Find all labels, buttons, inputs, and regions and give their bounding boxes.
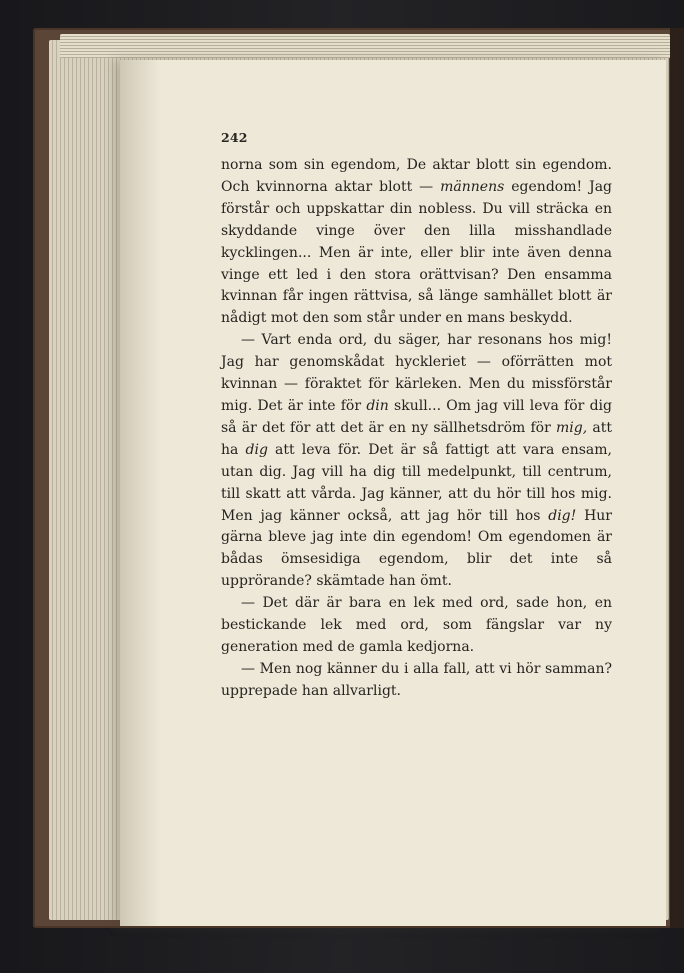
paragraph	[221, 155, 612, 330]
text-run: norna som sin egendom, De aktar blott sin egendom. Och kvinnorna aktar blott —	[221, 157, 612, 195]
italic-text: din	[366, 397, 389, 414]
page-stack-top	[60, 34, 670, 58]
text-run: skull... Om jag vill leva för dig så är det för att det är en ny sällhetsdröm för	[221, 397, 612, 436]
text-run: — Vart enda ord, du säger, har resonans hos mig! Jag har genomskådat hyckleriet — oförrätten mot kvinnan — föraktet för kärleken. Men du missförstår mig. Det är inte för	[221, 332, 612, 414]
page-gutter-shadow	[120, 60, 160, 926]
text-run: — Men nog känner du i alla fall, att vi hör samman? upprepade han allvarligt.	[221, 660, 612, 699]
text-run: att ha	[221, 419, 612, 458]
book-page	[120, 60, 666, 926]
italic-text: dig	[245, 441, 268, 458]
text-run: egendom! Jag förstår och uppskattar din nobless. Du vill sträcka en skyddande vinge över den lilla misshandlade kycklingen... Men är inte, eller blir inte även denna vinge ett led i den stora orättvisan? Den ensamma kvinnan får ingen rättvisa, så länge samhället blott är nådigt mot den som står under en mans beskydd.	[221, 178, 612, 327]
cover-edge	[670, 28, 684, 928]
paragraph	[221, 330, 612, 593]
page-number: 242	[221, 130, 248, 145]
paragraph	[221, 659, 612, 703]
italic-text: dig!	[548, 507, 577, 524]
italic-text: männens	[440, 178, 505, 195]
text-run: att leva för. Det är så fattigt att vara ensam, utan dig. Jag vill ha dig till medelpunkt, till centrum, till skatt att vårda. Jag känner, att du hör till hos mig. Men jag känner också, att jag hör till hos	[221, 441, 612, 524]
text-run: — Det där är bara en lek med ord, sade hon, en bestickande lek med ord, som fängslar var ny generation med de gamla kedjorna.	[221, 595, 612, 655]
italic-text: mig,	[556, 419, 588, 436]
body-text	[221, 155, 612, 703]
text-run: Hur gärna bleve jag inte din egendom! Om egendomen är bådas ömsesidiga egendom, blir det inte så upprörande? skämtade han ömt.	[221, 507, 612, 590]
paragraph	[221, 593, 612, 659]
